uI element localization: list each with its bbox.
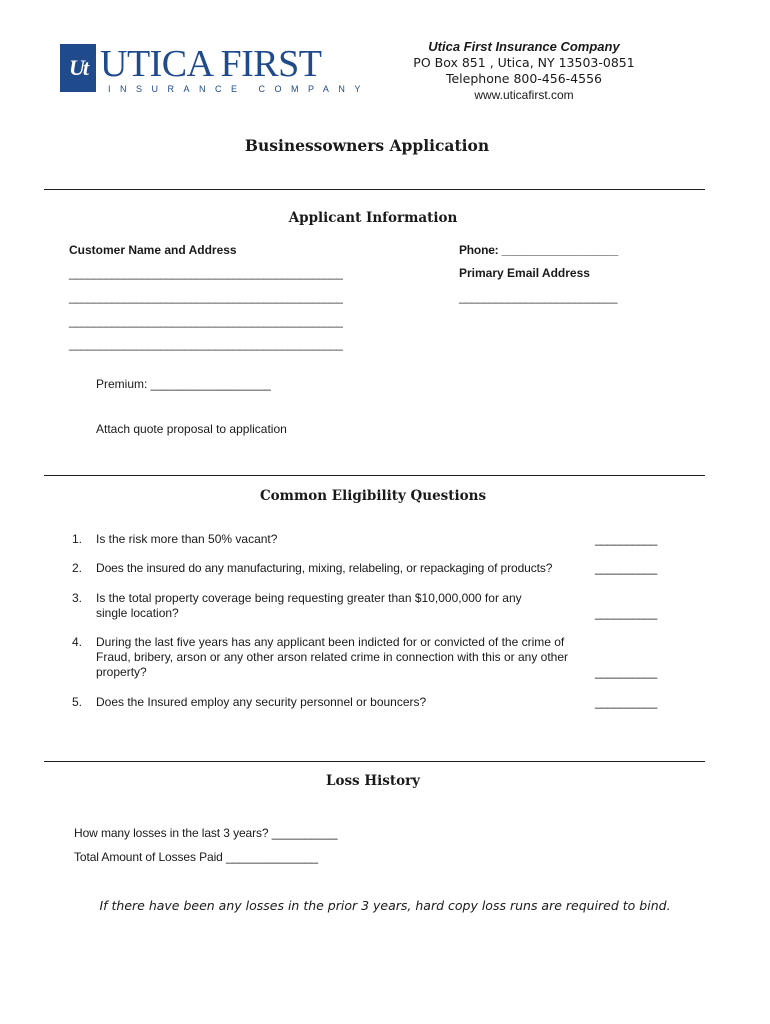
question-text: During the last five years has any applicant been indicted for or convicted of the crime of Fraud, bribery, arson or any other arson related crime in connection with this or any other property?: [96, 635, 569, 679]
losses-count-field[interactable]: How many losses in the last 3 years? __________: [74, 826, 338, 840]
company-name: Utica First Insurance Company: [428, 39, 620, 54]
losses-amount-field[interactable]: Total Amount of Losses Paid ______________: [74, 850, 318, 864]
answer-field[interactable]: __________: [595, 665, 657, 679]
customer-line-3[interactable]: _____________________________________________: [69, 314, 343, 328]
company-website: www.uticafirst.com: [474, 88, 574, 102]
email-label: Primary Email Address: [459, 266, 590, 280]
question-text: Is the total property coverage being requesting greater than $10,000,000 for any single location?: [96, 591, 522, 620]
customer-label: Customer Name and Address: [69, 243, 237, 257]
applicant-heading: Applicant Information: [288, 210, 458, 226]
customer-line-2[interactable]: _____________________________________________: [69, 290, 343, 304]
company-info: [388, 39, 660, 103]
answer-field[interactable]: __________: [595, 532, 657, 546]
question-number: 1.: [72, 532, 83, 546]
question-number: 2.: [72, 561, 83, 575]
customer-line-4[interactable]: _____________________________________________: [69, 337, 343, 351]
divider: [44, 189, 705, 190]
divider: [44, 475, 705, 476]
premium-field[interactable]: Premium: __________________: [96, 377, 271, 391]
question-text: Does the insured do any manufacturing, mixing, relabeling, or repackaging of products?: [96, 561, 553, 575]
answer-field[interactable]: __________: [595, 606, 657, 620]
email-line[interactable]: __________________________: [459, 290, 617, 304]
question-number: 5.: [72, 695, 83, 709]
customer-line-1[interactable]: _____________________________________________: [69, 266, 343, 280]
loss-heading: Loss History: [325, 773, 421, 789]
answer-field[interactable]: __________: [595, 561, 657, 575]
page-title: Businessowners Application: [244, 136, 490, 155]
logo-subtitle: INSURANCE COMPANY: [108, 84, 370, 94]
phone-field[interactable]: Phone: __________________: [459, 243, 619, 257]
question-text: Is the risk more than 50% vacant?: [96, 532, 278, 546]
eligibility-heading: Common Eligibility Questions: [259, 488, 487, 504]
company-phone: Telephone 800-456-4556: [445, 71, 602, 86]
logo-mark: Ut: [60, 44, 96, 92]
question-number: 3.: [72, 591, 83, 605]
company-address: PO Box 851 , Utica, NY 13503-0851: [413, 55, 635, 70]
divider: [44, 761, 705, 762]
company-logo: [60, 43, 370, 100]
logo-wordmark: UTICA FIRST: [100, 43, 322, 85]
answer-field[interactable]: __________: [595, 695, 657, 709]
question-number: 4.: [72, 635, 83, 649]
attach-note: Attach quote proposal to application: [96, 422, 287, 436]
question-text: Does the Insured employ any security personnel or bouncers?: [96, 695, 427, 709]
loss-runs-note: If there have been any losses in the prior 3 years, hard copy loss runs are required to bind.: [99, 898, 671, 913]
